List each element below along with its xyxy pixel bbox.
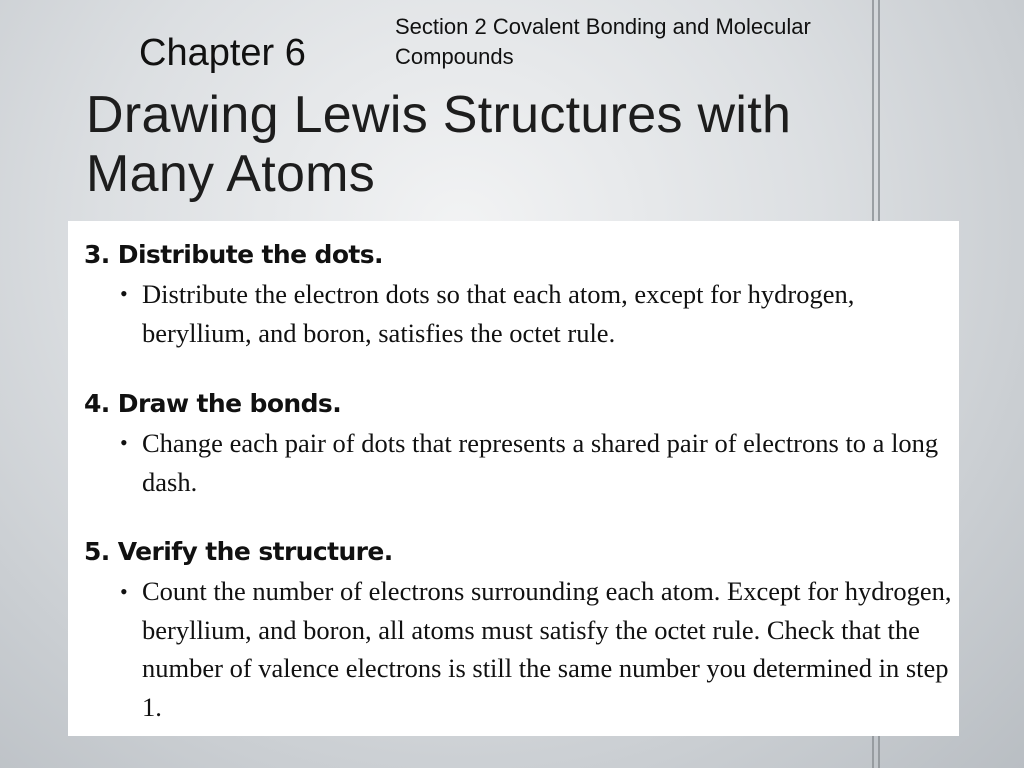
chapter-label: Chapter 6 <box>139 32 306 74</box>
step-bullet-text: Change each pair of dots that represents a shared pair of electrons to a long dash. <box>142 428 939 497</box>
step-bullet-text: Count the number of electrons surrounding each atom. Except for hydrogen, beryllium, and boron, all atoms must satisfy the octet rule. Check that the number of valence electrons is still the same number you determined in step 1. <box>142 576 952 722</box>
content-panel <box>68 221 959 736</box>
bullet-icon: • <box>120 430 128 455</box>
step-bullet-text: Distribute the electron dots so that each atom, except for hydrogen, beryllium, and boron, satisfies the octet rule. <box>142 279 855 348</box>
step-heading: 5. Verify the structure. <box>84 537 393 566</box>
section-label: Section 2 Covalent Bonding and Molecular Compounds <box>395 14 811 69</box>
slide-title: Drawing Lewis Structures with Many Atoms <box>86 86 792 203</box>
bullet-icon: • <box>120 281 128 306</box>
bullet-icon: • <box>120 579 128 604</box>
step-heading: 4. Draw the bonds. <box>84 389 342 418</box>
step-heading: 3. Distribute the dots. <box>84 240 383 269</box>
